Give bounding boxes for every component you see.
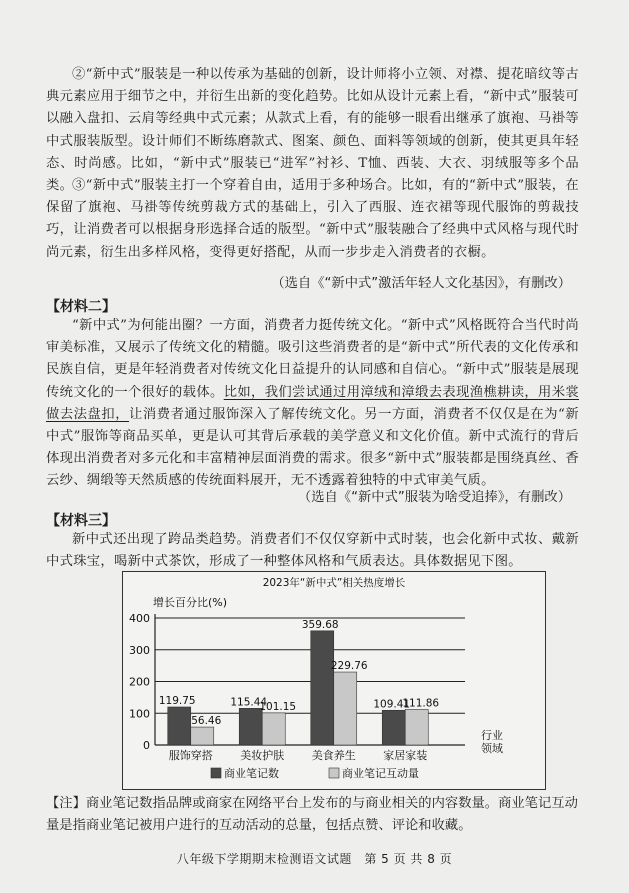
material-2-text-a: “新中式”为何能出圈？一方面，消费者力挺传统文化。“新中式”风格既符合当代时尚审美标准，又展示了传统文化的精髓。吸引这些消费者的是“新中式”所代表的文化传承和民族自信，更是年轻消费者对传统文化日益提升的认同感和自信心。“新中式”服装是展现传统文化的一个很好的载体。 — [46, 318, 579, 400]
bar-chart — [122, 571, 546, 790]
bar-notes — [239, 708, 262, 745]
chart-title: 2023年“新中式”相关热度增长 — [262, 577, 406, 589]
legend-swatch — [329, 768, 339, 778]
bar-notes — [168, 707, 191, 745]
paragraph-3: ③“新中式”服装主打一个穿着自由，适用于多种场合。比如，有的“新中式”服装，在保留了旗袍、马褂等传统剪裁方式的基础上，引入了西服、连衣裙等现代服饰的剪裁技巧，让消费者可以根据身形选择合适的版型。“新中式”服装融合了经典中式风格与现代时尚元素，衍生出多样风格，变得更好搭配，从而一步步走入消费者的衣橱。 — [46, 178, 579, 260]
y-axis-label: 增长百分比(%) — [153, 596, 228, 609]
bar-interactions — [334, 672, 357, 745]
legend-swatch — [211, 768, 221, 778]
material-2-text-b: 让消费者通过服饰深入了解传统文化。另一方面，消费者不仅仅是在为“新中式”服饰等商品买单，更是认可其背后承载的美学意义和文化价值。新中式流行的背后体现出消费者对多元化和丰富精神层面消费的需求。很多“新中式”服装都是围绕真丝、香云纱、绸缎等天然质感的传统面料展开，无不透露着独特的中式审美气质。 — [46, 406, 579, 489]
data-label: 119.75 — [158, 694, 196, 707]
category-label: 家居家装 — [383, 749, 428, 762]
x-axis-label-line-1: 行业 — [481, 729, 503, 742]
page-footer: 八年级下学期期末检测语文试题 第 5 页 共 8 页 — [176, 852, 453, 866]
y-tick-label: 0 — [143, 739, 150, 752]
data-label: 109.41 — [373, 698, 411, 711]
data-label: 101.15 — [259, 700, 297, 713]
x-axis-label-line-2: 领域 — [481, 742, 503, 755]
data-label: 115.44 — [230, 696, 268, 709]
category-label: 美食养生 — [311, 749, 356, 762]
bar-notes — [382, 710, 405, 745]
chart-note: 【注】商业笔记数指品牌或商家在网络平台上发布的与商业相关的内容数量。商业笔记互动量是指商业笔记被用户进行的互动活动的总量，包括点赞、评论和收藏。 — [46, 796, 578, 833]
material-3-paragraph: 新中式还出现了跨品类趋势。消费者们不仅仅穿新中式时装，也会化新中式妆、戴新中式珠宝，喝新中式茶饮，形成了一种整体风格和气质表达。具体数据见下图。 — [46, 532, 579, 570]
legend-label: 商业笔记数 — [224, 767, 279, 780]
category-label: 美妆护肤 — [240, 749, 285, 762]
material-3-heading: 【材料三】 — [46, 513, 116, 529]
y-tick-label: 400 — [129, 612, 150, 625]
data-label: 111.86 — [402, 697, 440, 710]
data-label: 229.76 — [330, 660, 368, 673]
data-label: 56.46 — [191, 715, 222, 728]
material-2-underlined-text: 比如，我们尝试通过用漳绒和漳缎去表现渔樵耕读，用米裳做去法盘扣， — [46, 384, 579, 422]
data-label: 359.68 — [301, 618, 339, 631]
bar-interactions — [405, 709, 428, 745]
y-tick-label: 200 — [129, 675, 150, 689]
source-citation-1: （选自《“新中式”激活年轻人文化基因》，有删改） — [271, 276, 571, 291]
bar-interactions — [191, 727, 214, 745]
legend-label: 商业笔记互动量 — [342, 767, 419, 780]
source-citation-2: （选自《“新中式”服装为啥受追捧》，有删改） — [297, 490, 571, 505]
category-label: 服饰穿搭 — [168, 749, 213, 762]
y-tick-label: 300 — [129, 643, 150, 657]
paragraph-2: ②“新中式”服装是一种以传承为基础的创新，设计师将小立领、对襟、提花暗纹等古典元素应用于细节之中，并衍生出新的变化趋势。比如从设计元素上看，“新中式”服装可以融入盘扣、云肩等经典中式元素；从款式上看，有的能够一眼看出继承了旗袍、马褂等中式服装版型。设计师们不断练磨款式、图案、颜色、面料等领域的创新，使其更具年轻态、时尚感。比如，“新中式”服装已“进军”衬衫、T恤、西装、大衣、羽绒服等多个品类。 — [46, 67, 579, 194]
chart-svg — [123, 572, 545, 789]
material-2-heading: 【材料二】 — [46, 299, 116, 315]
bar-interactions — [262, 713, 285, 745]
y-tick-label: 100 — [129, 707, 150, 721]
material-2-paragraph — [46, 315, 579, 493]
bar-notes — [311, 631, 334, 745]
